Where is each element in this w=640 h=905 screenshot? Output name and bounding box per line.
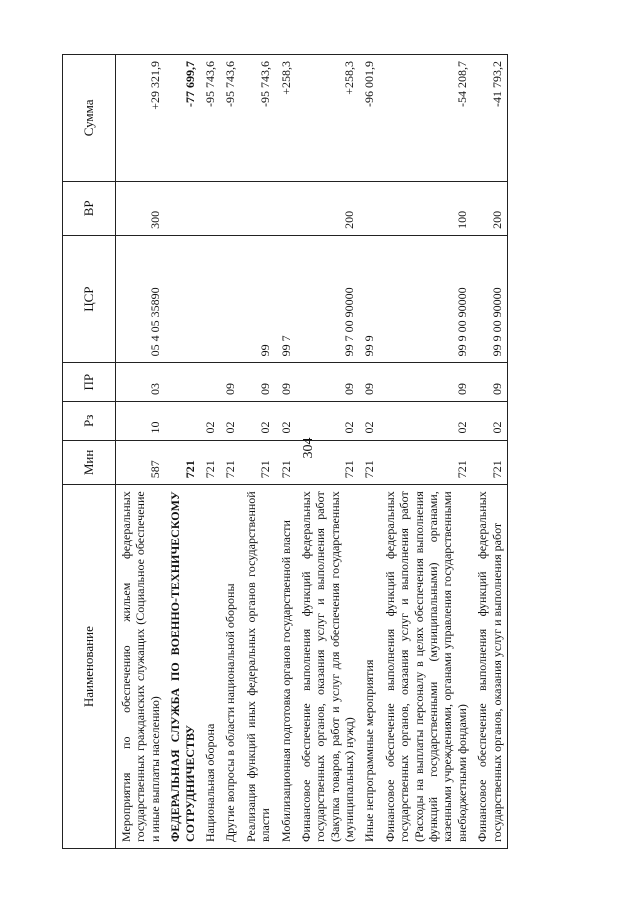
- row-vr: [165, 181, 200, 235]
- row-rz: 02: [220, 401, 240, 440]
- row-min: 721: [220, 440, 240, 485]
- row-pr: 09: [380, 363, 472, 402]
- row-name: Иные непрограммные мероприятия: [359, 485, 379, 849]
- row-rz: 02: [200, 401, 220, 440]
- table-row: [276, 55, 296, 849]
- row-sum: -77 699,7: [165, 55, 200, 182]
- row-name: Мероприятия по обеспечению жильем федеральных государственных гражданских служащих (Социальное обеспечение и иные выплаты населению): [116, 485, 166, 849]
- row-rz: 02: [359, 401, 379, 440]
- row-vr: [220, 181, 240, 235]
- row-csr: [165, 235, 200, 362]
- row-vr: 100: [380, 181, 472, 235]
- row-name: Национальная оборона: [200, 485, 220, 849]
- row-csr: [200, 235, 220, 362]
- row-rz: [165, 401, 200, 440]
- row-min: 721: [200, 440, 220, 485]
- row-vr: 200: [472, 181, 507, 235]
- row-min: 721: [380, 440, 472, 485]
- row-rz: 02: [276, 401, 296, 440]
- table-row: [241, 55, 276, 849]
- header-pr: ПР: [63, 363, 116, 402]
- row-pr: 09: [296, 363, 360, 402]
- row-pr: 09: [472, 363, 507, 402]
- row-csr: 99: [241, 235, 276, 362]
- row-min: 587: [116, 440, 166, 485]
- table-row: [296, 55, 360, 849]
- row-pr: 09: [220, 363, 240, 402]
- table-row: [380, 55, 472, 849]
- row-min: 721: [241, 440, 276, 485]
- row-sum: -95 743,6: [220, 55, 240, 182]
- row-csr: 99 7: [276, 235, 296, 362]
- row-sum: -96 001,9: [359, 55, 379, 182]
- table-row: [200, 55, 220, 849]
- table-header-row: [63, 55, 116, 849]
- header-rz: Рз: [63, 401, 116, 440]
- row-vr: 200: [296, 181, 360, 235]
- row-vr: [200, 181, 220, 235]
- table-row: [116, 55, 166, 849]
- row-min: 721: [359, 440, 379, 485]
- table-row: [472, 55, 507, 849]
- row-name: Реализация функций иных федеральных органов государственной власти: [241, 485, 276, 849]
- header-sum: Сумма: [63, 55, 116, 182]
- header-vr: ВР: [63, 181, 116, 235]
- row-csr: [220, 235, 240, 362]
- row-csr: 05 4 05 35890: [116, 235, 166, 362]
- row-pr: 09: [241, 363, 276, 402]
- row-min: 721: [472, 440, 507, 485]
- row-sum: -41 793,2: [472, 55, 507, 182]
- row-name: Финансовое обеспечение выполнения функций федеральных государственных органов, оказания услуг и выполнения работ: [472, 485, 507, 849]
- row-vr: [359, 181, 379, 235]
- row-vr: [241, 181, 276, 235]
- row-name: Финансовое обеспечение выполнения функций федеральных государственных органов, оказания услуг и выполнения работ (Закупка товаров, работ и услуг для обеспечения государственных (муниципальных) нужд): [296, 485, 360, 849]
- row-name: Другие вопросы в области национальной обороны: [220, 485, 240, 849]
- row-sum: -54 208,7: [380, 55, 472, 182]
- row-pr: 03: [116, 363, 166, 402]
- row-pr: 09: [359, 363, 379, 402]
- row-name: ФЕДЕРАЛЬНАЯ СЛУЖБА ПО ВОЕННО-ТЕХНИЧЕСКОМУ СОТРУДНИЧЕСТВУ: [165, 485, 200, 849]
- row-vr: 300: [116, 181, 166, 235]
- header-min: Мин: [63, 440, 116, 485]
- row-min: 721: [296, 440, 360, 485]
- row-min: 721: [276, 440, 296, 485]
- table-row: [359, 55, 379, 849]
- row-rz: 02: [472, 401, 507, 440]
- row-pr: 09: [276, 363, 296, 402]
- table-row: [165, 55, 200, 849]
- row-csr: 99 9 00 90000: [472, 235, 507, 362]
- row-rz: 02: [241, 401, 276, 440]
- table-row: [220, 55, 240, 849]
- row-sum: -95 743,6: [200, 55, 220, 182]
- row-rz: 10: [116, 401, 166, 440]
- row-sum: +258,3: [296, 55, 360, 182]
- row-min: 721: [165, 440, 200, 485]
- page-number: 304: [301, 437, 316, 459]
- row-name: Мобилизационная подготовка органов государственной власти: [276, 485, 296, 849]
- row-name: Финансовое обеспечение выполнения функций федеральных государственных органов, оказания услуг и выполнения работ (Расходы на выплаты персоналу в целях обеспечения выполнения функций государственными (муниципальными) органами, казенными учреждениями, органами управления государственными внебюджетными фондами): [380, 485, 472, 849]
- row-pr: [200, 363, 220, 402]
- row-sum: +258,3: [276, 55, 296, 182]
- row-csr: 99 9: [359, 235, 379, 362]
- row-csr: 99 7 00 90000: [296, 235, 360, 362]
- row-sum: -95 743,6: [241, 55, 276, 182]
- row-csr: 99 9 00 90000: [380, 235, 472, 362]
- row-vr: [276, 181, 296, 235]
- row-rz: 02: [380, 401, 472, 440]
- row-rz: 02: [296, 401, 360, 440]
- row-sum: +29 321,9: [116, 55, 166, 182]
- budget-table: [62, 54, 508, 849]
- header-name: Наименование: [63, 485, 116, 849]
- row-pr: [165, 363, 200, 402]
- budget-table-rotated: [62, 54, 587, 849]
- header-csr: ЦСР: [63, 235, 116, 362]
